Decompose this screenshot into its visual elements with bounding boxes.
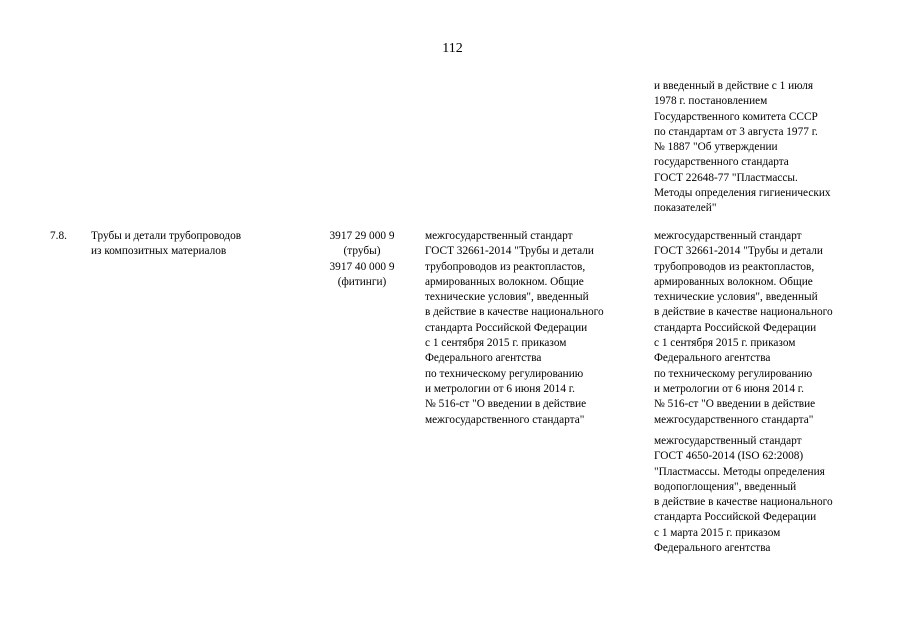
text-line: с 1 сентября 2015 г. приказом (654, 337, 796, 350)
text-line: по стандартам от 3 августа 1977 г. (654, 125, 818, 138)
text-line: № 516-ст "О введении в действие (425, 398, 587, 411)
text-line: с 1 сентября 2015 г. приказом (425, 337, 567, 350)
text-line: 3917 29 000 9 (329, 230, 395, 242)
text-line: и метрологии от 6 июня 2014 г. (654, 382, 804, 395)
text-line: в действие в качестве национального (425, 306, 604, 319)
text-line: стандарта Российской Федерации (425, 321, 588, 334)
text-line: в действие в качестве национального (654, 496, 833, 509)
standard-column-4-second (654, 434, 833, 556)
text-line: ГОСТ 32661-2014 "Трубы и детали (654, 245, 823, 258)
text-line: 1978 г. постановлением (654, 95, 768, 108)
text-line: и введенный в действие с 1 июля (654, 80, 814, 92)
text-line: стандарта Российской Федерации (654, 511, 817, 524)
standard-column-4-first (654, 229, 833, 428)
text-line: Федерального агентства (654, 352, 771, 365)
text-line: с 1 марта 2015 г. приказом (654, 526, 781, 539)
tnved-code (312, 229, 412, 290)
text-line: стандарта Российской Федерации (654, 321, 817, 334)
text-line: ГОСТ 22648-77 "Пластмассы. (654, 171, 798, 184)
text-line: межгосударственный стандарт (654, 435, 802, 447)
text-line: армированных волокном. Общие (425, 275, 584, 288)
standard-column-3 (425, 229, 604, 428)
row-number: 7.8. (50, 230, 67, 242)
text-line: технические условия", введенный (425, 291, 589, 304)
text-line: водопоглощения", введенный (654, 480, 797, 493)
text-line: и метрологии от 6 июня 2014 г. (425, 382, 575, 395)
page-number: 112 (442, 41, 463, 56)
text-line: № 1887 "Об утверждении (654, 141, 778, 154)
text-line: Государственного комитета СССР (654, 110, 818, 123)
text-line: межгосударственного стандарта" (425, 413, 585, 426)
text-line: ГОСТ 32661-2014 "Трубы и детали (425, 245, 594, 258)
text-line: № 516-ст "О введении в действие (654, 398, 816, 411)
text-line: в действие в качестве национального (654, 306, 833, 319)
text-line: показателей" (654, 202, 717, 215)
text-line: межгосударственный стандарт (425, 230, 573, 242)
text-line: трубопроводов из реактопластов, (654, 260, 815, 273)
text-line: по техническому регулированию (654, 367, 813, 380)
text-line: 3917 40 000 9 (329, 260, 395, 273)
continuation-text (654, 79, 831, 217)
text-line: государственного стандарта (654, 156, 789, 169)
text-line: армированных волокном. Общие (654, 275, 813, 288)
text-line: Федерального агентства (654, 542, 771, 555)
text-line: трубопроводов из реактопластов, (425, 260, 586, 273)
text-line: межгосударственный стандарт (654, 230, 802, 242)
product-name (91, 229, 241, 260)
text-line: Методы определения гигиенических (654, 187, 831, 200)
text-line: межгосударственного стандарта" (654, 413, 814, 426)
text-line: Федерального агентства (425, 352, 542, 365)
text-line: ГОСТ 4650-2014 (ISO 62:2008) (654, 450, 804, 463)
text-line: Трубы и детали трубопроводов (91, 230, 242, 242)
text-line: (трубы) (343, 245, 381, 258)
text-line: технические условия", введенный (654, 291, 818, 304)
text-line: (фитинги) (337, 275, 387, 288)
text-line: "Пластмассы. Методы определения (654, 465, 825, 478)
text-line: из композитных материалов (91, 245, 227, 258)
text-line: по техническому регулированию (425, 367, 584, 380)
